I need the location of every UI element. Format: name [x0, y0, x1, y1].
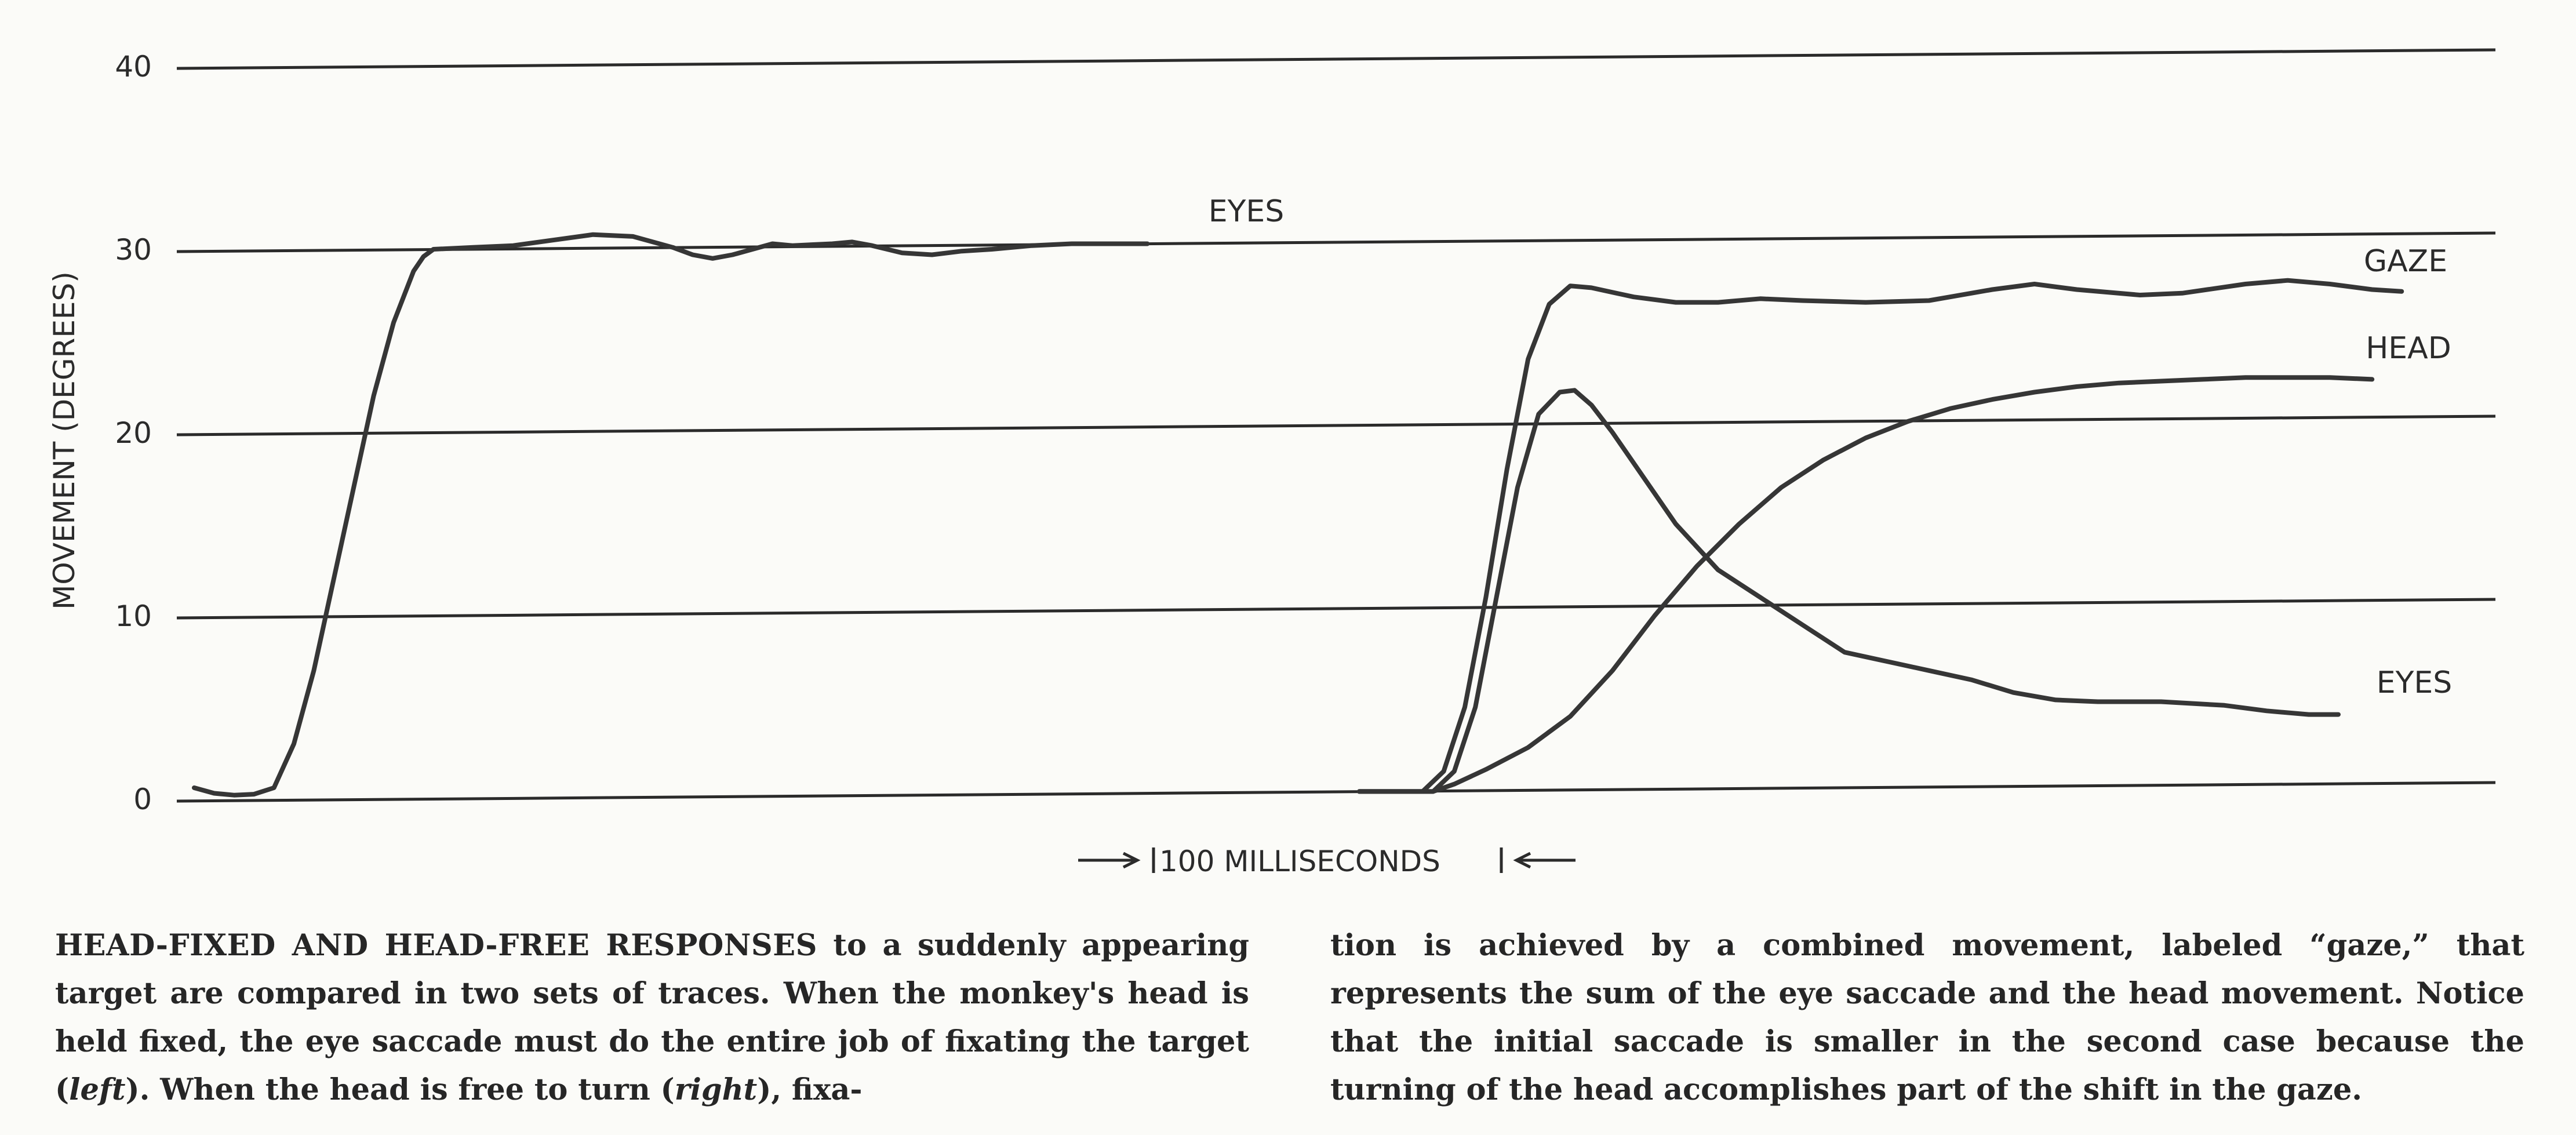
caption-right-column: tion is achieved by a combined movement, labeled “gaze,” that represents the sum of the eye saccade and the head movement. Notice that the initial saccade is smaller in the second case because the turning of the head accomplishes part of the shift in the gaze. — [1330, 928, 2524, 1107]
series-labels — [1209, 194, 2452, 700]
caption-left-column — [55, 922, 1249, 1114]
y-axis-label: MOVEMENT (DEGREES) — [48, 271, 81, 610]
caption-right-emphasis: right — [674, 1072, 758, 1107]
y-tick-30: 30 — [115, 233, 152, 267]
figure-caption — [55, 922, 2524, 1113]
series-label-eyes: EYES — [2376, 665, 2453, 700]
series-label-head: HEAD — [2366, 331, 2451, 366]
y-tick-10: 10 — [115, 599, 152, 633]
traces — [194, 235, 2402, 795]
y-tick-0: 0 — [133, 783, 152, 816]
y-tick-40: 40 — [115, 50, 152, 83]
gridline-40 — [177, 50, 2495, 68]
time-scale-bar — [1078, 845, 1576, 878]
caption-left-text: to a suddenly appearing target are compared in two sets of traces. When the monkey's head is held fixed, the eye saccade must do the entire job of fixating the target ( — [55, 928, 1249, 1107]
series-label-eyes: EYES — [1208, 194, 1285, 229]
series-label-gaze: GAZE — [2363, 244, 2448, 279]
caption-lead: HEAD-FIXED AND HEAD-FREE RESPONSES — [55, 928, 817, 963]
caption-left-emphasis: left — [69, 1072, 126, 1107]
gridlines — [177, 50, 2495, 801]
gridline-0 — [177, 783, 2495, 801]
gridline-10 — [177, 599, 2495, 618]
y-tick-20: 20 — [115, 416, 152, 450]
trace-head-free-gaze — [1359, 281, 2402, 792]
caption-left-mid: ). When the head is free to turn ( — [125, 1072, 675, 1107]
time-scale-label: 100 MILLISECONDS — [1159, 845, 1440, 878]
y-tick-labels — [115, 50, 152, 816]
trace-head-fixed-eyes — [194, 235, 1147, 795]
gridline-20 — [177, 416, 2495, 435]
trace-head-free-eyes — [1359, 390, 2338, 791]
caption-left-tail: ), fixa- — [757, 1072, 863, 1107]
